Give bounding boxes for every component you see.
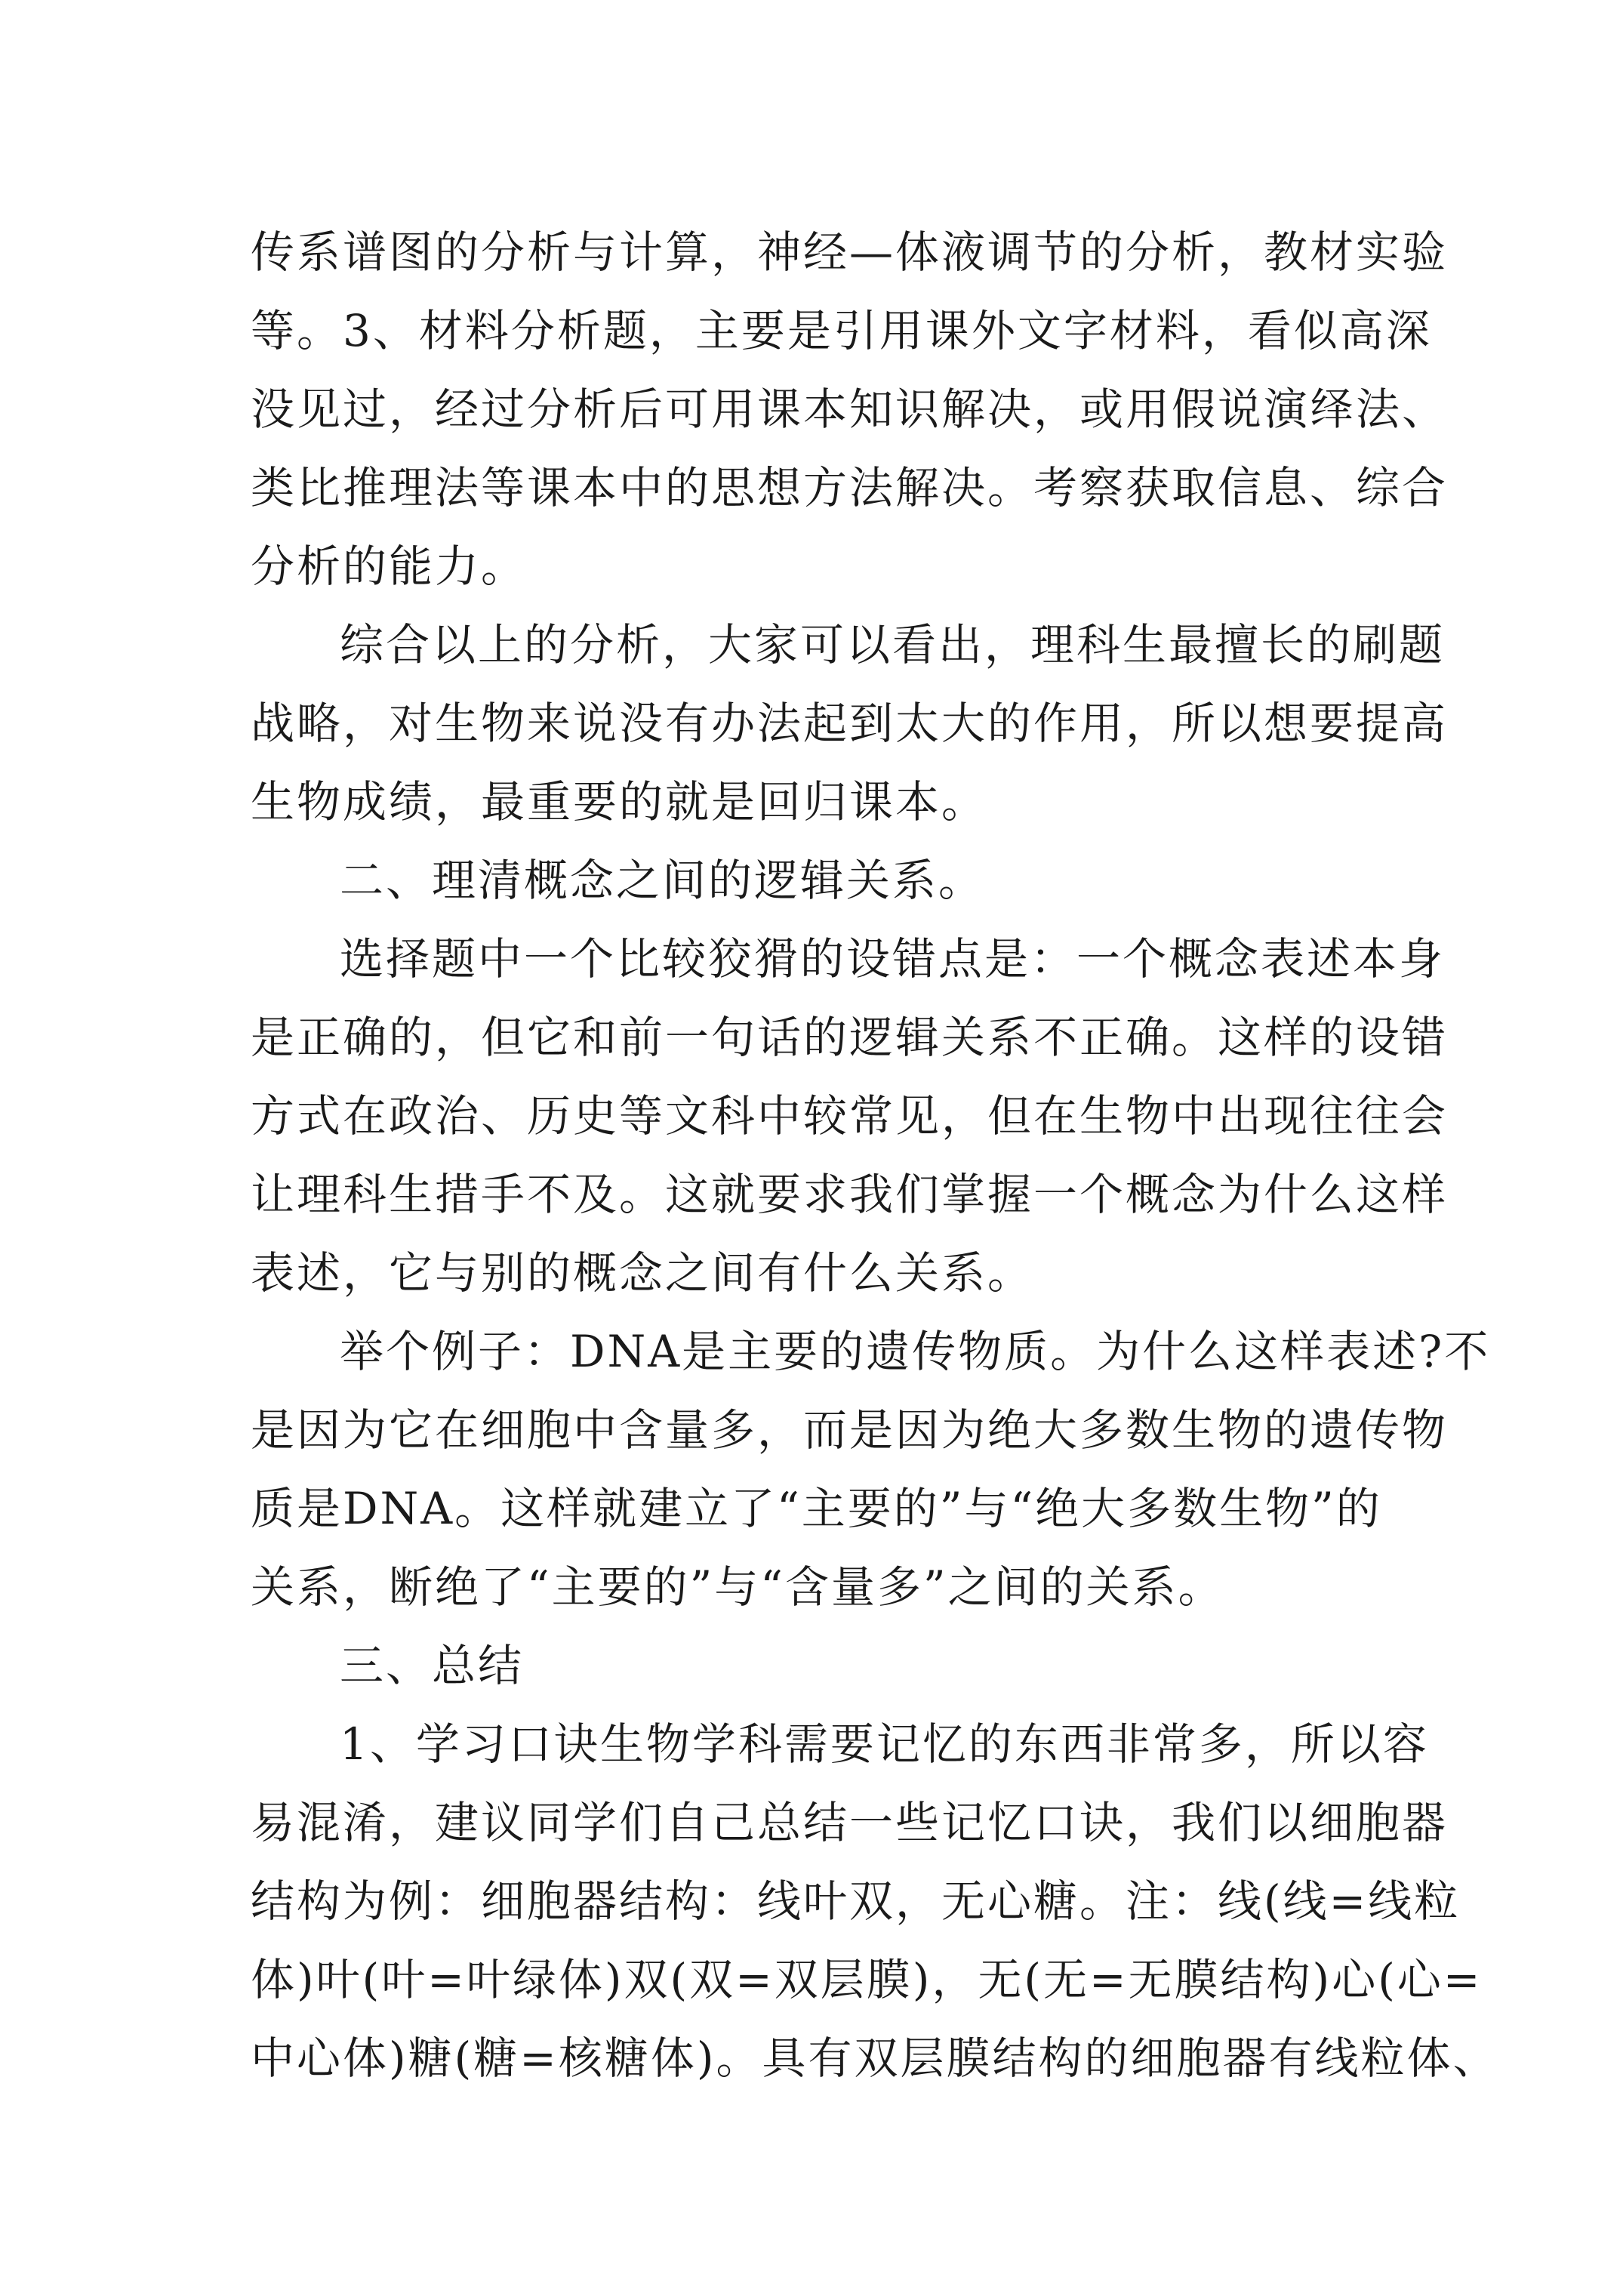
text-line: 关系，断绝了“主要的”与“含量多”之间的关系。 [251,1561,1224,1613]
text-line: 战略，对生物来说没有办法起到太大的作用，所以想要提高 [251,698,1449,749]
text-line: 等。3、材料分析题，主要是引用课外文字材料，看似高深 [251,305,1432,356]
text-line: 中心体)糖(糖=核糖体)。具有双层膜结构的细胞器有线粒体、 [251,2032,1499,2084]
text-line: 传系谱图的分析与计算，神经—体液调节的分析，教材实验 [251,227,1449,278]
text-line: 让理科生措手不及。这就要求我们掌握一个概念为什么这样 [251,1169,1449,1220]
text-line: 质是DNA。这样就建立了“主要的”与“绝大多数生物”的 [251,1483,1382,1534]
text-line: 类比推理法等课本中的思想方法解决。考察获取信息、综合 [251,462,1449,513]
text-line: 选择题中一个比较狡猾的设错点是：一个概念表述本身 [340,933,1446,985]
text-line: 易混淆，建议同学们自己总结一些记忆口诀，我们以细胞器 [251,1797,1449,1848]
text-line: 生物成绩，最重要的就是回归课本。 [251,776,988,827]
text-line: 综合以上的分析，大家可以看出，理科生最擅长的刷题 [340,619,1446,670]
text-line: 体)叶(叶=叶绿体)双(双=双层膜)，无(无=无膜结构)心(心= [251,1954,1483,2005]
text-line: 举个例子：DNA是主要的遗传物质。为什么这样表述?不 [340,1326,1491,1377]
text-line: 是因为它在细胞中含量多，而是因为绝大多数生物的遗传物 [251,1404,1449,1456]
text-line: 是正确的，但它和前一句话的逻辑关系不正确。这样的设错 [251,1012,1449,1063]
text-line: 1、学习口诀生物学科需要记忆的东西非常多，所以容 [340,1718,1429,1770]
document-body [251,213,1499,2097]
text-line: 二、理清概念之间的逻辑关系。 [340,855,985,906]
text-line: 分析的能力。 [251,541,528,592]
text-line: 结构为例：细胞器结构：线叶双，无心糖。注：线(线=线粒 [251,1875,1461,1927]
text-line: 表述，它与别的概念之间有什么关系。 [251,1247,1034,1299]
text-line: 三、总结 [340,1640,525,1691]
text-line: 方式在政治、历史等文科中较常见，但在生物中出现往往会 [251,1090,1449,1142]
text-line: 没见过，经过分析后可用课本知识解决，或用假说演绎法、 [251,384,1449,435]
